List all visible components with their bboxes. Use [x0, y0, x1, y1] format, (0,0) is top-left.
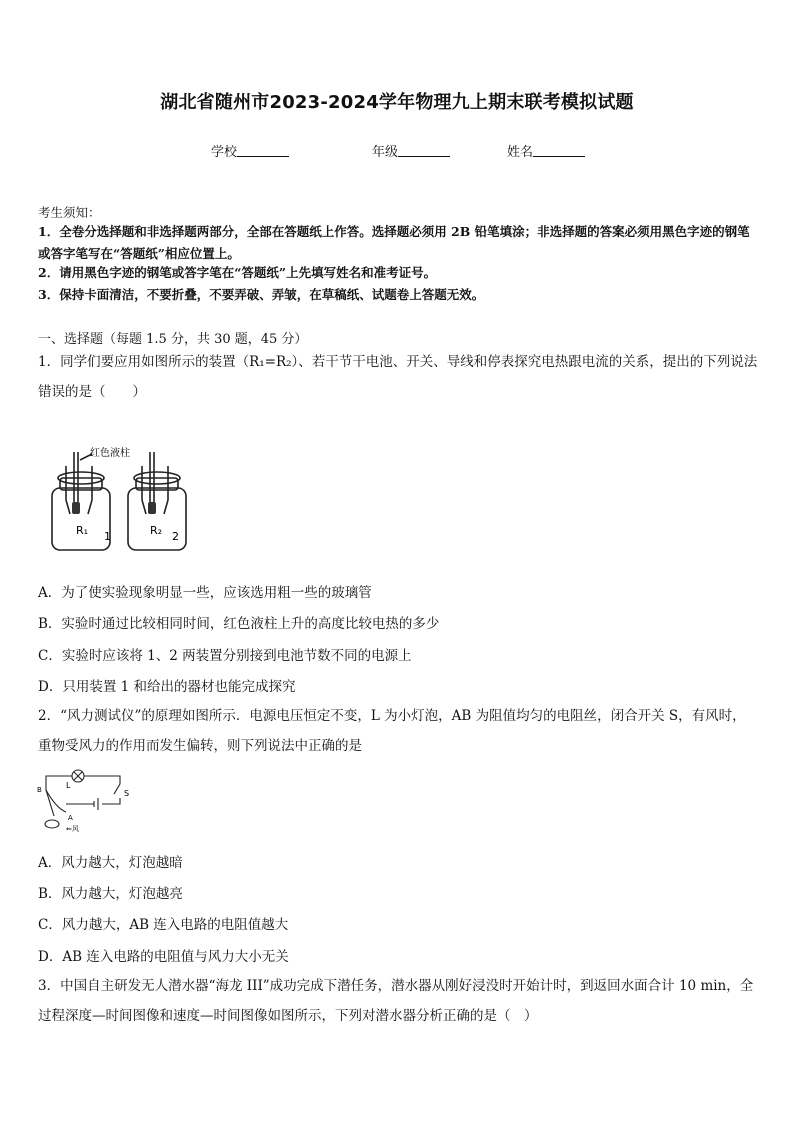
jar-1: [52, 488, 110, 550]
r1-label: R₁: [76, 524, 89, 537]
wind-label: ⇐风: [66, 825, 79, 833]
school-blank[interactable]: [237, 144, 289, 157]
q1-option-b[interactable]: B．实验时通过比较相同时间，红色液柱上升的高度比较电热的多少: [38, 616, 440, 632]
point-a-label: A: [68, 814, 73, 822]
notice-item-1: 1．全卷分选择题和非选择题两部分，全部在答题纸上作答。选择题必须用 2B 铅笔填涂；非选择题的答案必须用黑色字迹的钢笔或答字笔写在“答题纸”相应位置上。: [38, 224, 750, 261]
lamp-label: L: [66, 781, 71, 790]
page-title: 湖北省随州市2023-2024学年物理九上期末联考模拟试题: [160, 92, 634, 113]
grade-blank[interactable]: [398, 144, 450, 157]
q1-option-c[interactable]: C．实验时应该将 1、2 两装置分别接到电池节数不同的电源上: [38, 648, 412, 664]
q1-option-a[interactable]: A．为了使实验现象明显一些，应该选用粗一些的玻璃管: [38, 585, 372, 601]
q2-option-b[interactable]: B．风力越大，灯泡越亮: [38, 886, 183, 902]
question-1-figure: [44, 444, 194, 556]
name-label: 姓名: [507, 145, 534, 160]
device-2-label: 2: [172, 530, 179, 543]
notice-heading: 考生须知：: [38, 205, 101, 220]
notice-item-3: 3．保持卡面清洁，不要折叠，不要弄破、弄皱，在草稿纸、试题卷上答题无效。: [38, 287, 485, 302]
section-heading: 一、选择题（每题 1.5 分，共 30 题，45 分）: [38, 332, 308, 347]
switch-label: S: [124, 789, 130, 798]
q2-option-d[interactable]: D．AB 连入电路的电阻值与风力大小无关: [38, 949, 289, 965]
question-3-stem: 3．中国自主研发无人潜水器“海龙 III”成功完成下潜任务，潜水器从刚好浸没时开始计时，到返回水面合计 10 min，全过程深度—时间图像和速度—时间图像如图所示，下列对潜水器分析正确的是（ ）: [38, 978, 754, 1024]
point-b-label: B: [37, 786, 42, 794]
name-field[interactable]: [507, 141, 585, 160]
school-label: 学校: [211, 145, 238, 160]
q1-option-d[interactable]: D．只用装置 1 和给出的器材也能完成探究: [38, 679, 296, 695]
grade-field[interactable]: [372, 141, 450, 160]
r2-label: R₂: [150, 524, 163, 537]
q2-option-a[interactable]: A．风力越大，灯泡越暗: [38, 855, 183, 871]
q2-option-c[interactable]: C．风力越大，AB 连入电路的电阻值越大: [38, 917, 289, 933]
device-1-label: 1: [104, 530, 111, 543]
notice-item-2: 2．请用黑色字迹的钢笔或答字笔在“答题纸”上先填写姓名和准考证号。: [38, 265, 437, 280]
grade-label: 年级: [372, 145, 399, 160]
question-1-stem: 1．同学们要应用如图所示的装置（R₁=R₂）、若干节干电池、开关、导线和停表探究电热跟电流的关系，提出的下列说法错误的是（ ）: [38, 354, 758, 400]
name-blank[interactable]: [533, 144, 585, 157]
liquid-label: 红色液柱: [90, 448, 130, 459]
question-2-figure: [36, 768, 140, 836]
question-2-stem: 2．“风力测试仪”的原理如图所示．电源电压恒定不变，L 为小灯泡，AB 为阻值均匀的电阻丝，闭合开关 S，有风时，重物受风力的作用而发生偏转，则下列说法中正确的是: [38, 708, 746, 754]
school-field[interactable]: [211, 141, 289, 160]
